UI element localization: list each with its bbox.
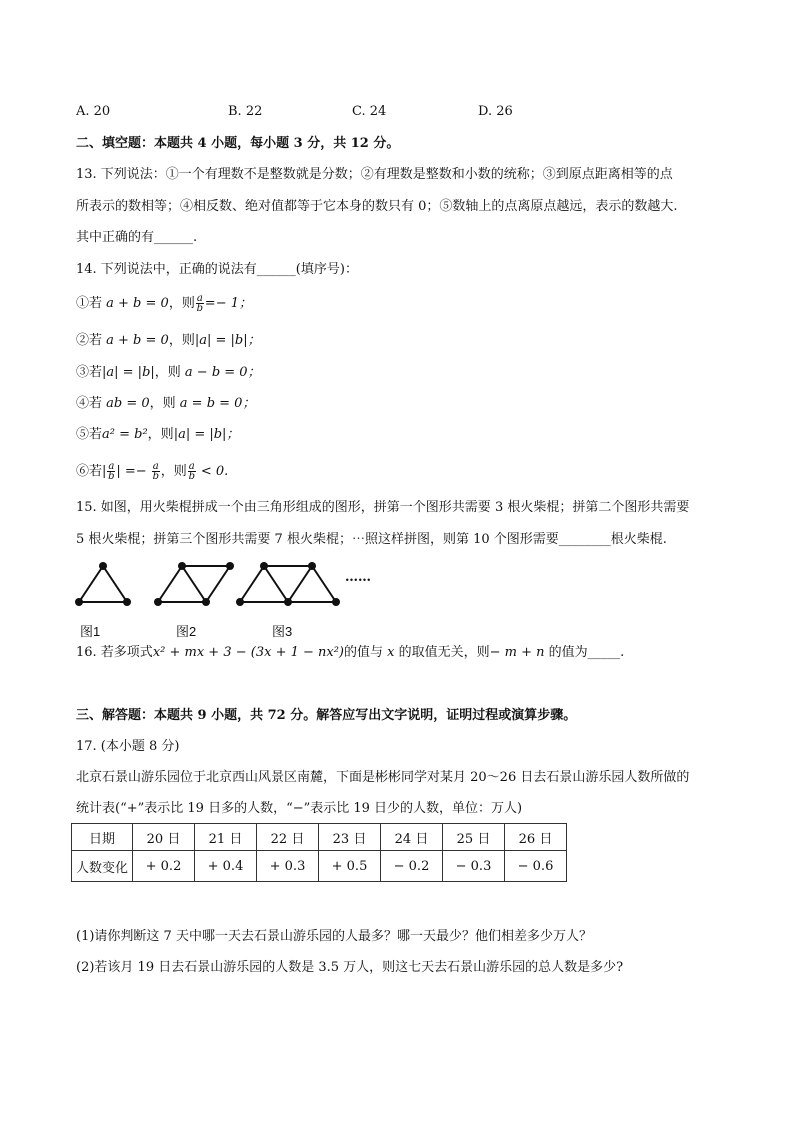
figure-2 [158,566,230,602]
option-c: C. 24 [352,104,387,119]
q17-header: 17. (本小题 8 分) [76,739,180,754]
table-header-cell: 人数变化 [72,851,133,882]
q14-item-1: ①若 a + b = 0，则 $\frac{a}{b}$ =− 1； [76,293,252,314]
fraction-a-over-b: $\frac{a}{b}$ [196,293,204,314]
q12-options [0,103,794,121]
q14-item-5: ⑤若a² = b²，则|a| = |b|； [76,427,240,442]
table-cell: 23 日 [319,824,381,851]
table-cell: − 0.3 [443,851,505,882]
q14-item-2: ②若 a + b = 0，则|a| = |b|； [76,333,261,348]
figure-1 [79,566,127,602]
q14-stem: 14. 下列说法中，正确的说法有______(填序号)： [76,262,358,277]
figure-label-2: 图2 [176,624,197,639]
figure-ellipsis: …… [345,570,371,585]
q17-sub1: (1)请你判断这 7 天中哪一天去石景山游乐园的人最多？哪一天最少？他们相差多少万人？ [76,929,592,944]
q13-line2: 所表示的数相等；④相反数、绝对值都等于它本身的数只有 0；⑤数轴上的点离原点越远，表示的数越大. [76,199,678,214]
section2-title: 二、填空题：本题共 4 小题，每小题 3 分，共 12 分。 [76,136,400,151]
q16-line: 16. 若多项式x² + mx + 3 − (3x + 1 − nx²)的值与 x 的取值无关，则− m + n 的值为_____. [76,645,625,660]
q15-line2: 5 根火柴棍；拼第三个图形共需要 7 根火柴棍；⋯照这样拼图，则第 10 个图形需要________根火柴棍. [76,532,667,547]
table-cell: 24 日 [381,824,443,851]
q17-sub2: (2)若该月 19 日去石景山游乐园的人数是 3.5 万人，则这七天去石景山游乐园的总人数是多少? [76,960,624,975]
visitor-stats-table [71,823,567,882]
figure-label-1: 图1 [80,624,101,639]
q17-line1: 北京石景山游乐园位于北京西山风景区南麓，下面是彬彬同学对某月 20～26 日去石景山游乐园人数所做的 [76,770,690,785]
q17-line2: 统计表(“+”表示比 19 日多的人数，“−”表示比 19 日少的人数，单位：万人) [76,801,523,816]
table-cell: 26 日 [505,824,567,851]
q14-item-3: ③若|a| = |b|，则 a − b = 0； [76,365,261,380]
matchstick-figures [0,558,794,638]
q13-line3: 其中正确的有______. [76,230,198,245]
table-cell: + 0.2 [133,851,195,882]
figure-label-3: 图3 [272,624,293,639]
table-cell: 20 日 [133,824,195,851]
q15-line1: 15. 如图，用火柴棍拼成一个由三角形组成的图形，拼第一个图形共需要 3 根火柴棍；拼第二个图形共需要 [76,500,690,515]
table-cell: 22 日 [257,824,319,851]
table-cell: + 0.5 [319,851,381,882]
q14-item-6: ⑥若| $\frac{a}{b}$ | =− $\frac{a}{b}$ ，则 $\frac{a}{b}$ < 0. [76,461,229,482]
q14-item-4: ④若 ab = 0，则 a = b = 0； [76,396,256,411]
q13-line1: 13. 下列说法：①一个有理数不是整数就是分数；②有理数是整数和小数的统称；③到原点距离相等的点 [76,167,673,182]
table-cell: 25 日 [443,824,505,851]
option-d: D. 26 [478,104,513,119]
figure-3 [240,566,336,602]
table-header-cell: 日期 [72,824,133,851]
table-cell: + 0.3 [257,851,319,882]
table-cell: + 0.4 [195,851,257,882]
table-cell: 21 日 [195,824,257,851]
option-a: A. 20 [76,104,111,119]
section3-title: 三、解答题：本题共 9 小题，共 72 分。解答应写出文字说明，证明过程或演算步骤。 [76,708,577,723]
table-row [72,824,567,851]
option-b: B. 22 [228,104,263,119]
table-cell: − 0.2 [381,851,443,882]
figure-1-vertices [75,562,131,606]
table-row [72,851,567,882]
table-cell: − 0.6 [505,851,567,882]
